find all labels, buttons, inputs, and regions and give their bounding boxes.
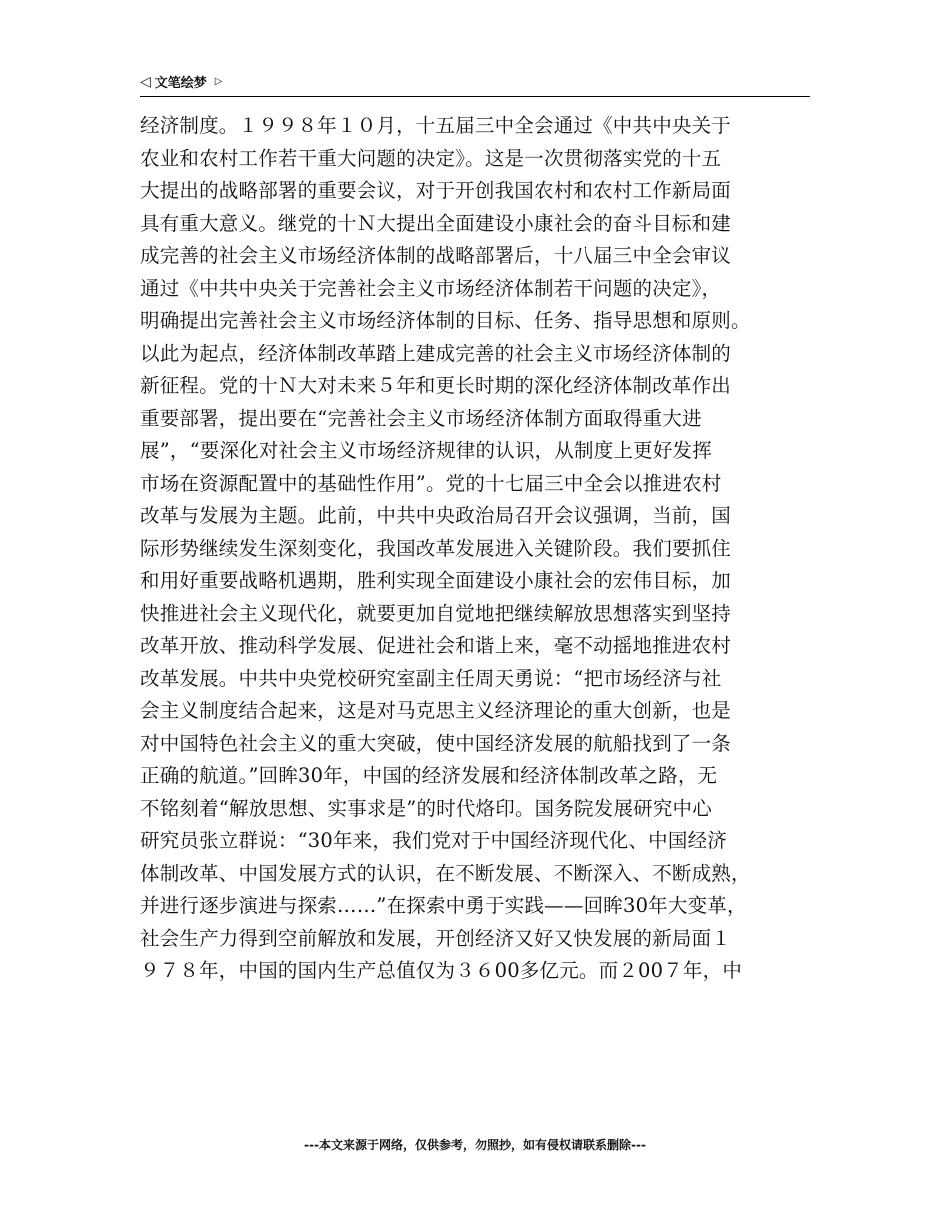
header-brand — [140, 72, 223, 91]
text-line: 并进行逐步演进与探索……”在探索中勇于实践——回眸30年大变革， — [140, 894, 747, 917]
text-line: 快推进社会主义现代化，就要更加自觉地把继续解放思想落实到坚持 — [140, 601, 732, 625]
text-line: 社会生产力得到空前解放和发展，开创经济又好又快发展的新局面１ — [140, 926, 732, 950]
text-line: 对中国特色社会主义的重大突破，使中国经济发展的航船找到了一条 — [140, 731, 732, 755]
text-line: 新征程。党的十Ｎ大对未来５年和更长时期的深化经济体制改革作出 — [140, 374, 732, 397]
triangle-right-icon: ▷ — [214, 75, 223, 87]
text-line: 会主义制度结合起来，这是对马克思主义经济理论的重大创新，也是 — [140, 699, 732, 722]
text-line: 重要部署，提出要在“完善社会主义市场经济体制方面取得重大进 — [140, 406, 702, 430]
text-line: 通过《中共中央关于完善社会主义市场经济体制若干问题的决定》， — [140, 276, 722, 300]
document-body — [140, 110, 810, 988]
text-line: 际形势继续发生深刻变化，我国改革发展进入关键阶段。我们要抓住 — [140, 536, 732, 560]
text-line: 改革发展。中共中央党校研究室副主任周天勇说：“把市场经济与社 — [140, 666, 722, 690]
text-line: 成完善的社会主义市场经济体制的战略部署后，十八届三中全会审议 — [140, 244, 732, 267]
text-line: 展”，“要深化对社会主义市场经济规律的认识，从制度上更好发挥 — [140, 439, 712, 462]
text-line: 具有重大意义。继党的十Ｎ大提出全面建设小康社会的奋斗目标和建 — [140, 211, 732, 235]
triangle-left-icon: ◁ — [140, 73, 151, 90]
text-line: 经济制度。１９９８年１０月，十五届三中全会通过《中共中央关于 — [140, 114, 732, 137]
text-line: 以此为起点，经济体制改革踏上建成完善的社会主义市场经济体制的 — [140, 341, 732, 365]
text-line: 大提出的战略部署的重要会议，对于开创我国农村和农村工作新局面 — [140, 179, 732, 202]
text-line: 市场在资源配置中的基础性作用”。党的十七届三中全会以推进农村 — [140, 471, 722, 495]
text-line: 不铭刻着“解放思想、实事求是”的时代烙印。国务院发展研究中心 — [140, 796, 712, 820]
text-line: 明确提出完善社会主义市场经济体制的目标、任务、指导思想和原则。 — [140, 309, 751, 332]
page-header — [140, 70, 810, 97]
text-line: 体制改革、中国发展方式的认识，在不断发展、不断深入、不断成熟， — [140, 861, 751, 885]
text-line: 研究员张立群说：“30年来，我们党对于中国经济现代化、中国经济 — [140, 829, 727, 852]
text-line: ９７８年，中国的国内生产总值仅为３６00多亿元。而２00７年，中 — [140, 959, 743, 982]
footer-notice: ---本文来源于网络，仅供参考，勿照抄，如有侵权请联系删除--- — [304, 1138, 646, 1152]
brand-label: 文笔绘梦 — [154, 76, 207, 91]
text-line: 正确的航道。”回眸30年，中国的经济发展和经济体制改革之路，无 — [140, 764, 718, 787]
text-line: 和用好重要战略机遇期，胜利实现全面建设小康社会的宏伟目标，加 — [140, 569, 732, 592]
text-line: 改革开放、推动科学发展、促进社会和谐上来，毫不动摇地推进农村 — [140, 634, 732, 657]
text-line: 改革与发展为主题。此前，中共中央政治局召开会议强调，当前，国 — [140, 504, 732, 527]
text-line: 农业和农村工作若干重大问题的决定》。这是一次贯彻落实党的十五 — [140, 146, 722, 170]
